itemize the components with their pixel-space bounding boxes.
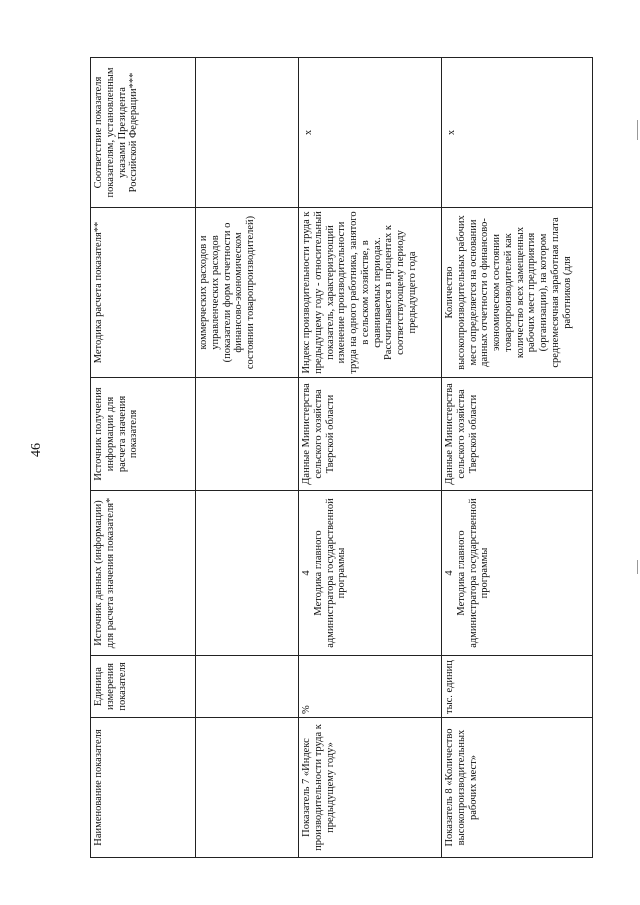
data-source-text: Методика главного администратора государственной программы <box>312 498 348 648</box>
data-source-number: 4 <box>444 570 455 576</box>
header-name: Наименование показателя <box>91 718 196 858</box>
cell-compliance <box>299 58 442 208</box>
cell-method: коммерческих расходов и управленческих расходов (показатели форм отчетности о финансово-экономическом состоянии товаропроизводителей) <box>196 208 299 378</box>
rotated-table-container <box>90 58 590 858</box>
cell-unit: % <box>299 656 442 718</box>
scan-edge-mark <box>637 120 638 140</box>
header-info-source: Источник получения информации для расчета значения показателя <box>91 378 196 491</box>
cell-unit: тыс. единиц <box>442 656 593 718</box>
header-data-source: Источник данных (информации) для расчета значения показателя* <box>91 491 196 656</box>
page-number: 46 <box>29 443 44 457</box>
cell-info-source <box>196 378 299 491</box>
header-method: Методика расчета показателя** <box>91 208 196 378</box>
data-source-number: 4 <box>301 570 312 576</box>
compliance-mark: x <box>303 129 314 136</box>
table-row <box>299 58 442 858</box>
cell-name: Показатель 7 «Индекс производительности труда к предыдущему году» <box>299 718 442 858</box>
cell-name <box>196 718 299 858</box>
cell-data-source <box>299 491 442 656</box>
table-header-row <box>91 58 196 858</box>
data-source-text: Методика главного администратора государственной программы <box>455 498 491 648</box>
indicators-table <box>90 57 593 858</box>
table-row <box>196 58 299 858</box>
header-compliance: Соответствие показателя показателям, установленным указами Президента Российской Федерации*** <box>91 58 196 208</box>
cell-data-source <box>442 491 593 656</box>
cell-data-source <box>196 491 299 656</box>
cell-compliance <box>196 58 299 208</box>
cell-name: Показатель 8 «Количество высокопроизводительных рабочих мест» <box>442 718 593 858</box>
cell-unit <box>196 656 299 718</box>
table-row <box>442 58 593 858</box>
header-unit: Единица измерения показателя <box>91 656 196 718</box>
cell-method: Количество высокопроизводительных рабочих мест определяется на основании данных отчетности о финансово-экономическом состоянии товаропроизводителей как количество всех замещенных рабочих мест предприятия (организации), на котором среднемесячная заработная плата работников (для <box>442 208 593 378</box>
compliance-mark: x <box>446 129 457 136</box>
scan-edge-mark <box>637 560 638 574</box>
cell-info-source: Данные Министерства сельского хозяйства Тверской области <box>299 378 442 491</box>
cell-compliance <box>442 58 593 208</box>
cell-info-source: Данные Министерства сельского хозяйства Тверской области <box>442 378 593 491</box>
cell-method: Индекс производительности труда к предыдущему году - относительный показатель, характеризующий изменение производительности труда на одного работника, занятого в сельском хозяйстве, в сравниваемых периодах. Рассчитывается в процентах к соответствующему периоду предыдущего года <box>299 208 442 378</box>
